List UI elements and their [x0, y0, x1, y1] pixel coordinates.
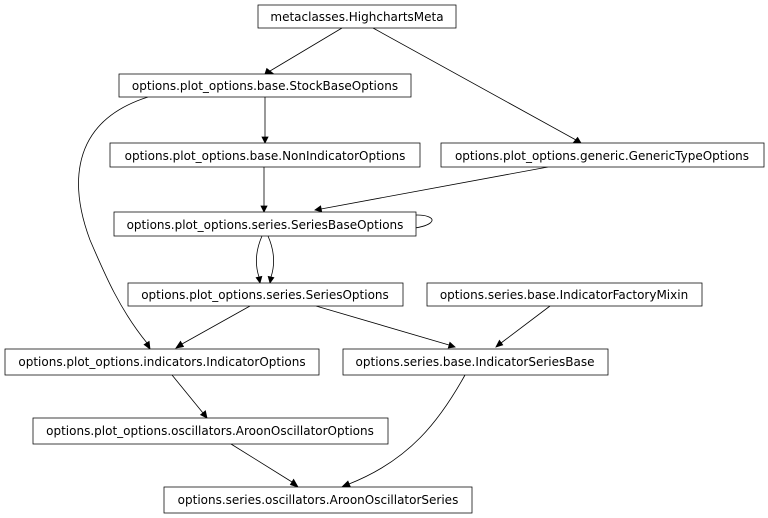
node-indicatoroptions[interactable] [5, 349, 319, 375]
node-label: options.plot_options.base.NonIndicatorOptions [124, 149, 406, 163]
node-aroonoscillatoroptions[interactable] [33, 418, 388, 444]
edge-seriesoptions-to-indicatoroptions [176, 306, 250, 348]
node-label: options.plot_options.indicators.IndicatorOptions [18, 355, 306, 369]
node-label: options.series.base.IndicatorFactoryMixin [439, 288, 689, 302]
edge-indicatoroptions-to-aroonoscillatoroptions [172, 375, 207, 418]
node-label: options.series.base.IndicatorSeriesBase [355, 355, 595, 369]
node-label: options.plot_options.series.SeriesBaseOptions [126, 218, 404, 232]
node-nonindicatoroptions[interactable] [110, 143, 420, 167]
edge-highchartsmeta-to-stockbaseoptions [265, 28, 342, 74]
node-indicatorfactorymixin[interactable] [427, 283, 702, 306]
node-stockbaseoptions[interactable] [119, 74, 411, 97]
edge-seriesbaseoptions-to-seriesoptions-b [268, 236, 274, 283]
node-aroonoscillatorseries[interactable] [164, 487, 472, 513]
node-highchartsmeta[interactable] [258, 5, 456, 28]
edge-nonindicatoroptions-to-seriesbaseoptions [261, 167, 267, 212]
edge-seriesbaseoptions-to-seriesoptions-a [256, 236, 262, 283]
node-label: metaclasses.HighchartsMeta [270, 10, 444, 24]
edge-stockbaseoptions-to-nonindicatoroptions [262, 97, 268, 143]
edge-generictypeoptions-to-seriesbaseoptions [315, 167, 548, 212]
node-label: options.plot_options.series.SeriesOptions [141, 288, 389, 302]
node-label: options.plot_options.oscillators.AroonOscillatorOptions [46, 424, 374, 438]
node-label: options.series.oscillators.AroonOscillatorSeries [177, 493, 459, 507]
node-seriesbaseoptions[interactable] [114, 212, 416, 236]
edge-seriesoptions-to-indicatorseriesbase [316, 306, 455, 348]
edge-indicatorfactorymixin-to-indicatorseriesbase [496, 306, 550, 347]
node-indicatorseriesbase[interactable] [343, 349, 608, 375]
node-seriesoptions[interactable] [128, 283, 403, 306]
node-label: options.plot_options.base.StockBaseOptions [131, 79, 399, 93]
node-generictypeoptions[interactable] [441, 143, 764, 167]
node-label: options.plot_options.generic.GenericTypeOptions [454, 149, 750, 163]
edge-aroonoscillatoroptions-to-aroonoscillatorseries [231, 444, 298, 487]
